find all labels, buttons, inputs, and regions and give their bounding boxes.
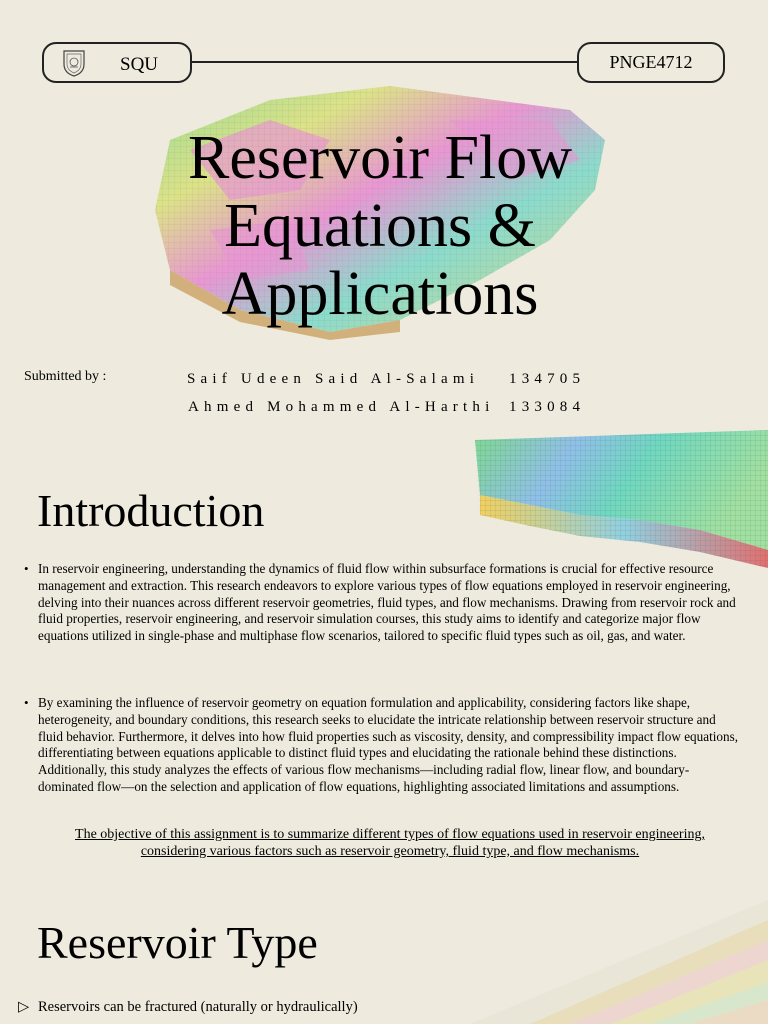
bullet-text: By examining the influence of reservoir geometry on equation formulation and applicability, considering factors like shape, heterogeneity, and boundary conditions, this research seeks to elucidate the intricate relationship between reservoir structure and fluid behavior. Furthermore, it delves into how fluid properties such as viscosity, density, and compressibility impact flow equations, differentiating between equations applicable to distinct fluid types and elucidating the rationale behind these distinctions. Additionally, this study analyzes the effects of various flow mechanisms—including radial flow, linear flow, and boundary-dominated flow—on the selection and application of flow equations, highlighting associated limitations and assumptions.: [38, 695, 739, 794]
university-name: SQU: [120, 54, 159, 75]
bullet-icon: •: [24, 695, 29, 710]
triangle-bullet-icon: ▷: [18, 999, 30, 1015]
university-badge: [42, 42, 192, 83]
list-item: [18, 999, 358, 1016]
reservoir-grid-image: [470, 430, 768, 570]
author-id: 134705: [509, 371, 586, 387]
bullet-text: Reservoirs can be fractured (naturally or hydraulically): [38, 999, 358, 1015]
reservoir-layers-image: [470, 860, 768, 1024]
author-name: Ahmed Mohammed Al-Harthi: [188, 399, 495, 415]
list-item: [24, 695, 740, 796]
introduction-heading: Introduction: [37, 485, 265, 536]
course-badge: [577, 42, 725, 83]
header-rule: [190, 61, 580, 63]
author-name: Saif Udeen Said Al-Salami: [187, 371, 480, 387]
objective-statement: The objective of this assignment is to summarize different types of flow equations used in reservoir engineering, considering various factors such as reservoir geometry, fluid type, and flow mechanisms.: [75, 827, 705, 859]
list-item: [24, 561, 740, 645]
page-title: Reservoir Flow Equations & Applications: [187, 124, 573, 328]
bullet-text: In reservoir engineering, understanding the dynamics of fluid flow within subsurface formations is crucial for effective resource management and extraction. This research endeavors to explore various types of flow equations employed in reservoir engineering, delving into their nuances across different reservoir geometries, fluid types, and flow mechanisms. Drawing from reservoir rock and fluid properties, reservoir engineering, and reservoir simulation courses, this study aims to identify and categorize major flow equations utilized in single-phase and multiphase flow scenarios, tailored to specific fluid types such as oil, gas, and water.: [38, 561, 736, 644]
course-code: PNGE4712: [609, 52, 693, 72]
author-row: [188, 399, 586, 416]
submitted-by-label: Submitted by :: [24, 369, 107, 384]
reservoir-type-heading: Reservoir Type: [37, 917, 318, 968]
university-seal-icon: [60, 48, 88, 78]
author-id: 133084: [509, 399, 586, 415]
bullet-icon: •: [24, 561, 29, 576]
author-row: [187, 371, 586, 388]
